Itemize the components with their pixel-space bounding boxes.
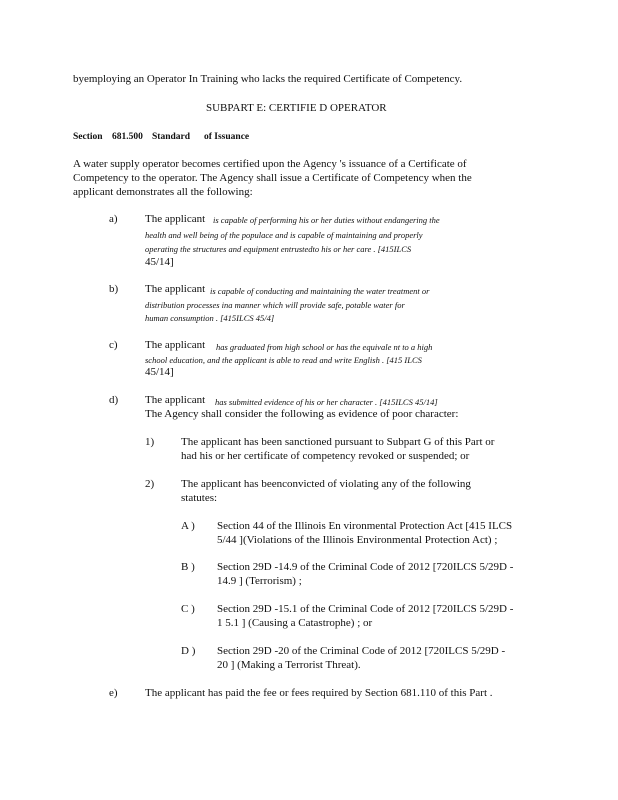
sub-item-line: statutes: — [181, 492, 218, 504]
item-line: 45/14] — [145, 366, 174, 378]
paragraph-line: Competency to the operator. The Agency shall issue a Certificate of Competency when the — [73, 172, 472, 184]
statute-line: 14.9 ] (Terrorism) ; — [217, 575, 302, 587]
sub-item-line: The applicant has been sanctioned pursuant to Subpart G of this Part or — [181, 436, 495, 448]
item-line: The applicant has paid the fee or fees required by Section 681.110 of this Part . — [145, 687, 493, 699]
item-line: has graduated from high school or has the equivale nt to a high — [216, 342, 433, 352]
statute-line: Section 44 of the Illinois En vironmental Protection Act [415 ILCS — [217, 520, 513, 532]
sub-item-label: 2) — [145, 478, 155, 490]
item-line: has submitted evidence of his or her character . [415ILCS 45/14] — [215, 397, 438, 407]
item-line: distribution processes ina manner which will provide safe, potable water for — [145, 300, 405, 310]
item-line: human consumption . [415ILCS 45/4] — [145, 313, 275, 323]
statute-line: Section 29D -14.9 of the Criminal Code of 2012 [720ILCS 5/29D - — [217, 561, 514, 573]
item-line: The applicant — [145, 339, 206, 351]
item-line: school education, and the applicant is able to read and write English . [415 ILCS — [145, 355, 422, 365]
item-line: The applicant — [145, 213, 206, 225]
statute-label: B ) — [181, 561, 195, 573]
intro-line: byemploying an Operator In Training who lacks the required Certificate of Competency. — [73, 73, 463, 85]
item-label: b) — [109, 283, 119, 295]
sub-item-label: 1) — [145, 436, 155, 448]
item-line: 45/14] — [145, 256, 174, 268]
item-label: d) — [109, 394, 119, 406]
paragraph-line: applicant demonstrates all the following: — [73, 186, 253, 198]
statute-label: D ) — [181, 645, 196, 657]
item-label: e) — [109, 687, 118, 699]
statute-line: 20 ] (Making a Terrorist Threat). — [217, 659, 361, 671]
item-line: The applicant — [145, 283, 206, 295]
item-line: The Agency shall consider the following as evidence of poor character: — [145, 408, 459, 420]
item-line: operating the structures and equipment entrustedto his or her care . [415ILCS — [145, 244, 412, 254]
subpart-heading: SUBPART E: CERTIFIE D OPERATOR — [206, 102, 387, 114]
item-label: a) — [109, 213, 118, 225]
statute-label: A ) — [181, 520, 195, 532]
statute-label: C ) — [181, 603, 195, 615]
sub-item-line: The applicant has beenconvicted of violating any of the following — [181, 478, 471, 490]
section-title-issuance: of Issuance — [204, 132, 250, 142]
paragraph-line: A water supply operator becomes certified upon the Agency 's issuance of a Certificate of — [73, 158, 467, 170]
statute-line: Section 29D -20 of the Criminal Code of 2012 [720ILCS 5/29D - — [217, 645, 506, 657]
section-label: Section — [73, 132, 103, 142]
item-line: health and well being of the populace and is capable of maintaining and properly — [145, 230, 423, 240]
item-line: is capable of conducting and maintaining the water treatment or — [210, 286, 430, 296]
statute-line: 1 5.1 ] (Causing a Catastrophe) ; or — [217, 617, 373, 629]
section-number: 681.500 — [112, 132, 143, 142]
statute-line: 5/44 ](Violations of the Illinois Environmental Protection Act) ; — [217, 534, 498, 546]
section-title-standard: Standard — [152, 132, 191, 142]
sub-item-line: had his or her certificate of competency revoked or suspended; or — [181, 450, 470, 462]
statute-line: Section 29D -15.1 of the Criminal Code of 2012 [720ILCS 5/29D - — [217, 603, 514, 615]
item-line: is capable of performing his or her duties without endangering the — [213, 215, 440, 225]
item-label: c) — [109, 339, 118, 351]
item-line: The applicant — [145, 394, 206, 406]
